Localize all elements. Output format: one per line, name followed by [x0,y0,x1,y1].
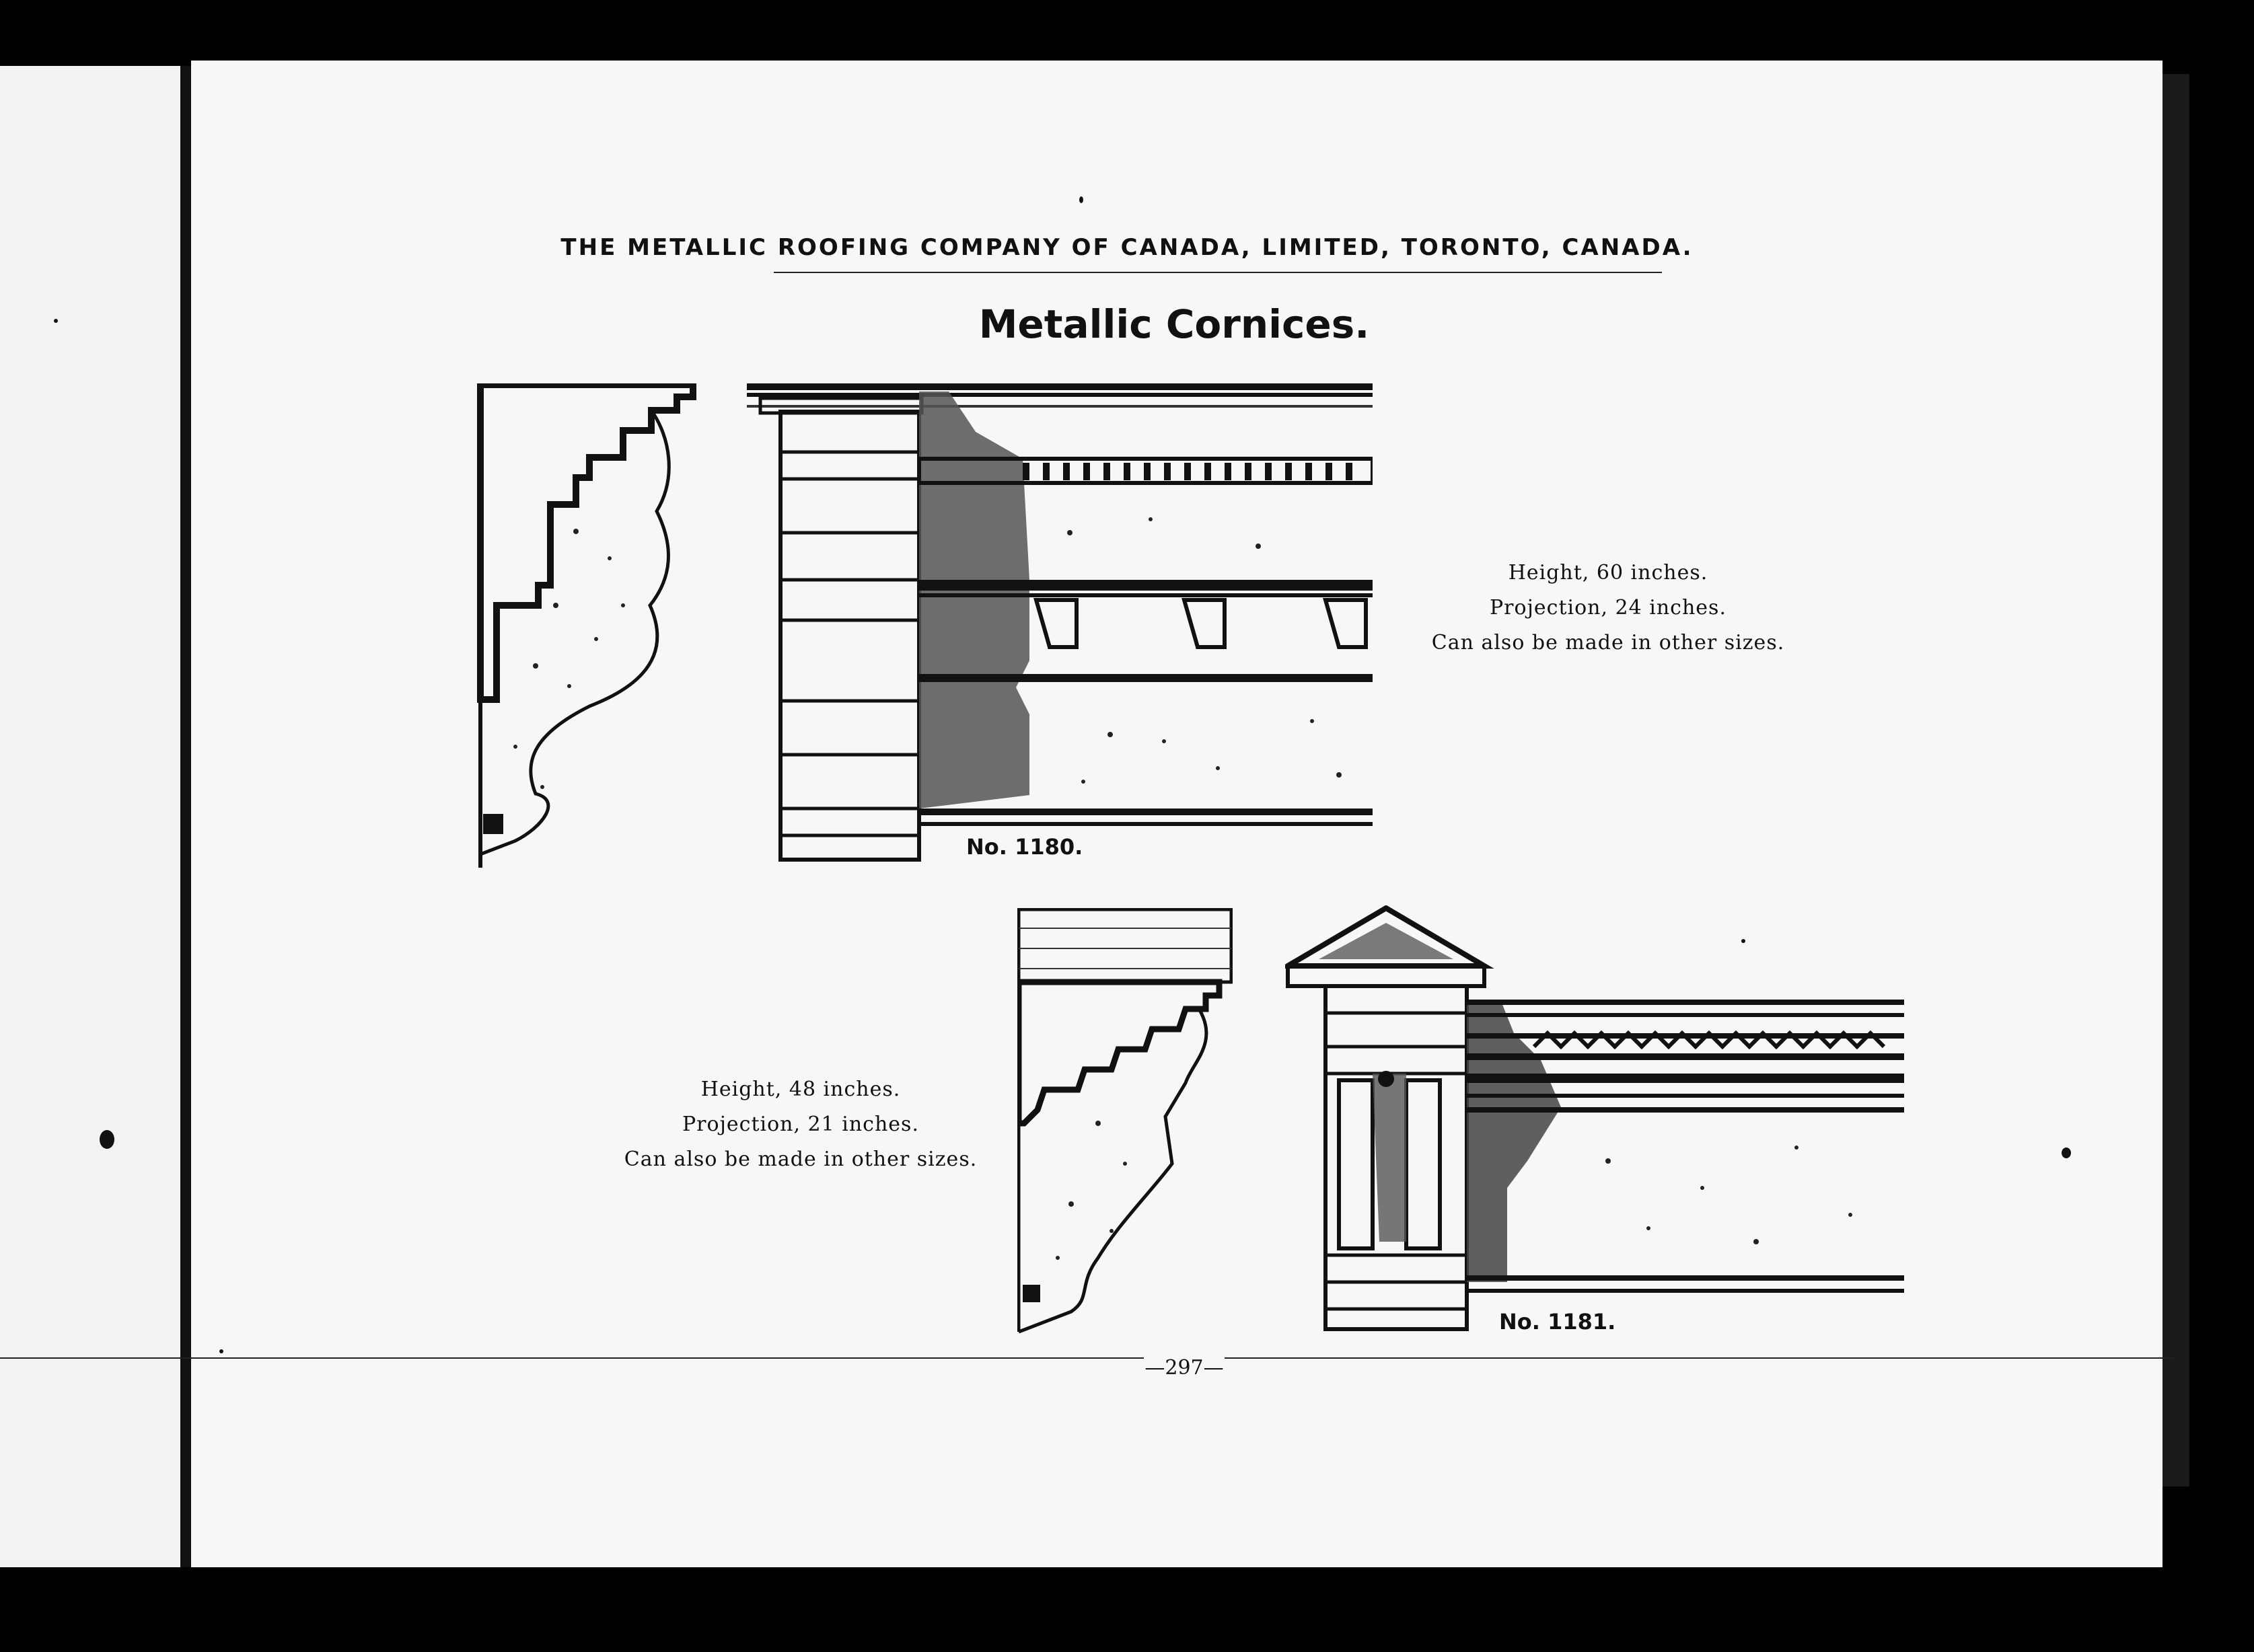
cornice-1181-projection: Projection, 21 inches. [682,1113,919,1136]
scan-speck [100,1130,114,1149]
company-header: THE METALLIC ROOFING COMPANY OF CANADA, LIMITED, TORONTO, CANADA. [560,234,1694,261]
cornice-1180-caption: No. 1180. [966,834,1083,860]
cornice-1180-profile-drawing [475,383,697,868]
left-page-fragment [0,66,183,1567]
cornice-1180-height: Height, 60 inches. [1508,561,1708,585]
cornice-1181-note: Can also be made in other sizes. [624,1148,978,1171]
scan-speck [1079,196,1083,203]
cornice-1181-profile-drawing [1017,908,1233,1339]
bottom-rule [0,1357,2173,1359]
header-rule [774,272,1662,273]
cornice-1181-height: Height, 48 inches. [700,1078,901,1101]
scan-speck [1741,939,1745,943]
scan-speck [54,319,58,323]
cornice-1181-caption: No. 1181. [1499,1309,1616,1335]
cornice-1181-specs [606,1072,996,1177]
page-number: —297— [1144,1356,1224,1380]
cornice-1180-note: Can also be made in other sizes. [1431,631,1785,654]
scan-speck [219,1349,223,1353]
cornice-1181-elevation-drawing [1285,905,1904,1336]
cornice-1180-specs [1399,556,1817,661]
page-gutter [180,66,191,1567]
cornice-1180-elevation-drawing [747,378,1373,862]
scan-speck [2062,1148,2071,1158]
cornice-1180-projection: Projection, 24 inches. [1490,596,1726,620]
page-title: Metallic Cornices. [978,301,1370,347]
page-edge [2162,74,2189,1487]
